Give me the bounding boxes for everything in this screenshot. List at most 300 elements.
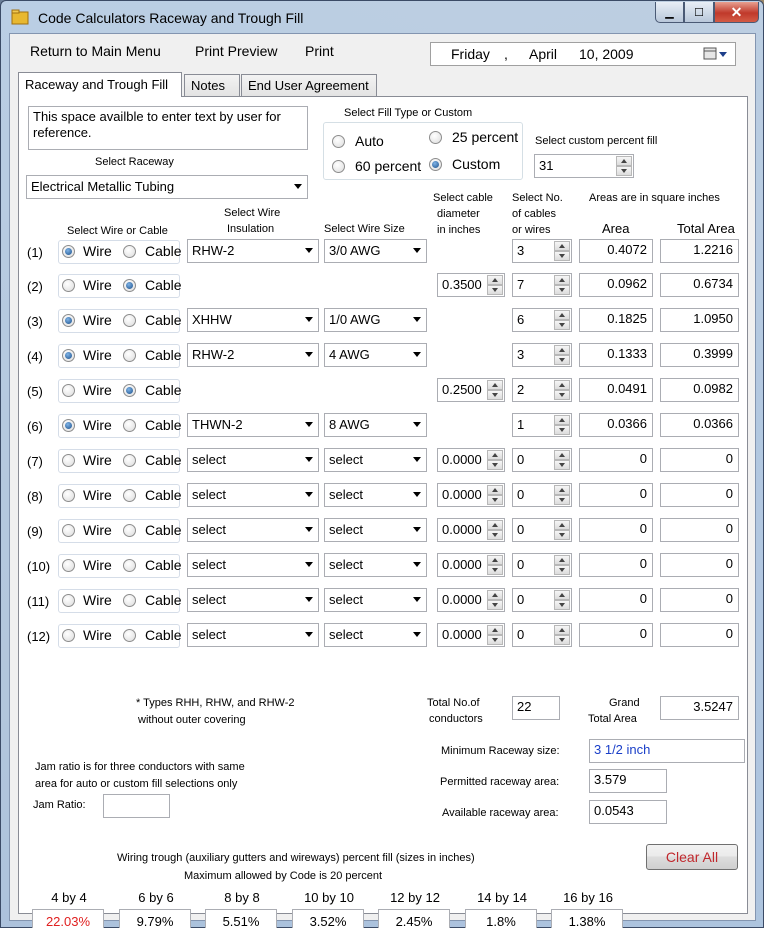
diameter-spinner[interactable]	[437, 553, 505, 577]
diameter-spinner[interactable]	[437, 588, 505, 612]
count-value: 3	[517, 347, 525, 362]
wire-label: Wire	[83, 243, 112, 259]
count-spinner[interactable]	[512, 623, 572, 647]
tab-notes[interactable]: Notes	[184, 74, 240, 96]
count-value: 0	[517, 522, 525, 537]
window-title: Code Calculators Raceway and Trough Fill	[38, 10, 304, 26]
spin-down-icon[interactable]	[554, 460, 570, 470]
row-number: (12)	[27, 629, 51, 644]
app-folder-icon	[11, 9, 29, 25]
trough-size-label: 8 by 8	[224, 890, 260, 905]
insulation-value: THWN-2	[192, 417, 243, 432]
cable-label: Cable	[145, 417, 182, 433]
cable-label: Cable	[145, 243, 182, 259]
area-field[interactable]: 0	[579, 553, 653, 577]
wire-size-value: 3/0 AWG	[329, 243, 381, 258]
count-value: 3	[517, 243, 525, 258]
area-field[interactable]: 0	[579, 588, 653, 612]
menu-bar	[10, 34, 755, 68]
wire-size-value: select	[329, 487, 363, 502]
spin-down-icon[interactable]	[487, 600, 503, 610]
spin-up-icon[interactable]	[554, 555, 570, 565]
chevron-down-icon	[305, 527, 313, 532]
diameter-value: 0.3500	[442, 277, 482, 292]
chevron-down-icon	[413, 632, 421, 637]
wire-size-select[interactable]	[324, 308, 427, 332]
row-number: (7)	[27, 454, 43, 469]
spin-up-icon[interactable]	[616, 156, 632, 166]
total-area-field[interactable]: 0	[660, 448, 739, 472]
spin-up-icon[interactable]	[487, 625, 503, 635]
cable-label: Cable	[145, 592, 182, 608]
insulation-value: RHW-2	[192, 243, 235, 258]
cable-radio[interactable]	[123, 489, 136, 502]
spin-down-icon[interactable]	[487, 495, 503, 505]
menu-print[interactable]: Print	[305, 43, 334, 59]
header-insulation-1: Select Wire	[224, 207, 281, 219]
trough-percent-field[interactable]: 9.79%	[119, 909, 191, 928]
permitted-area-field[interactable]: 3.579	[589, 769, 667, 793]
trough-percent-field[interactable]: 1.8%	[465, 909, 537, 928]
wire-size-select[interactable]	[324, 588, 427, 612]
insulation-select[interactable]	[187, 308, 319, 332]
trough-max-note: Maximum allowed by Code is 20 percent	[184, 870, 383, 882]
wire-radio[interactable]	[62, 594, 75, 607]
wire-radio[interactable]	[62, 559, 75, 572]
header-insulation-2: Insulation	[227, 223, 275, 235]
spin-up-icon[interactable]	[554, 625, 570, 635]
insulation-value: select	[192, 522, 226, 537]
trough-percent-field[interactable]: 2.45%	[378, 909, 450, 928]
spin-up-icon[interactable]	[554, 485, 570, 495]
insulation-value: select	[192, 557, 226, 572]
cable-radio[interactable]	[123, 524, 136, 537]
maximize-button[interactable]	[684, 2, 714, 23]
total-area-field[interactable]: 1.2216	[660, 239, 739, 263]
wire-radio[interactable]	[62, 279, 75, 292]
row-number: (2)	[27, 279, 43, 294]
chevron-down-icon	[413, 597, 421, 602]
spin-down-icon[interactable]	[487, 635, 503, 645]
total-conductors-label-2: conductors	[429, 713, 483, 725]
diameter-value: 0.0000	[442, 557, 482, 572]
maximize-icon: ☐	[694, 6, 704, 19]
total-area-field[interactable]: 0.0982	[660, 378, 739, 402]
spin-up-icon[interactable]	[487, 380, 503, 390]
spin-up-icon[interactable]	[487, 520, 503, 530]
minimize-icon: ▁	[665, 6, 674, 19]
raceway-value: Electrical Metallic Tubing	[31, 179, 175, 194]
row-number: (10)	[27, 559, 51, 574]
cable-radio[interactable]	[123, 245, 136, 258]
trough-size-label: 16 by 16	[563, 890, 613, 905]
wire-label: Wire	[83, 627, 112, 643]
count-value: 6	[517, 312, 525, 327]
spin-up-icon[interactable]	[554, 241, 570, 251]
insulation-select[interactable]	[187, 448, 319, 472]
spin-down-icon[interactable]	[487, 390, 503, 400]
wire-size-select[interactable]	[324, 413, 427, 437]
menu-return-main[interactable]: Return to Main Menu	[30, 43, 161, 59]
cable-radio[interactable]	[123, 559, 136, 572]
custom-fill-spinner[interactable]	[534, 154, 634, 178]
chevron-down-icon	[305, 422, 313, 427]
date-separator: ,	[504, 46, 508, 62]
raceway-label: Select Raceway	[95, 156, 174, 168]
chevron-down-icon	[413, 248, 421, 253]
cable-radio[interactable]	[123, 454, 136, 467]
available-area-field[interactable]: 0.0543	[589, 800, 667, 824]
total-area-field[interactable]: 0	[660, 623, 739, 647]
chevron-down-icon	[305, 457, 313, 462]
wire-size-value: select	[329, 557, 363, 572]
permitted-area-label: Permitted raceway area:	[440, 776, 560, 788]
header-diam-1: Select cable	[433, 192, 493, 204]
chevron-down-icon	[413, 527, 421, 532]
row-number: (3)	[27, 314, 43, 329]
wire-size-select[interactable]	[324, 518, 427, 542]
diameter-value: 0.0000	[442, 522, 482, 537]
spin-down-icon[interactable]	[554, 565, 570, 575]
header-total-area: Total Area	[677, 221, 735, 236]
total-area-field[interactable]: 0	[660, 553, 739, 577]
cable-radio[interactable]	[123, 384, 136, 397]
insulation-value: select	[192, 592, 226, 607]
insulation-select[interactable]	[187, 483, 319, 507]
wire-label: Wire	[83, 347, 112, 363]
spin-down-icon[interactable]	[487, 460, 503, 470]
count-spinner[interactable]	[512, 483, 572, 507]
diameter-spinner[interactable]	[437, 273, 505, 297]
trough-percent-field[interactable]: 1.38%	[551, 909, 623, 928]
minimize-button[interactable]	[655, 2, 684, 23]
custom-fill-value: 31	[539, 158, 554, 173]
chevron-down-icon	[305, 317, 313, 322]
spin-down-icon[interactable]	[554, 251, 570, 261]
area-field[interactable]: 0	[579, 448, 653, 472]
spin-down-icon[interactable]	[554, 355, 570, 365]
diameter-value: 0.0000	[442, 592, 482, 607]
insulation-select[interactable]	[187, 588, 319, 612]
insulation-value: select	[192, 452, 226, 467]
calendar-dropdown-icon[interactable]	[703, 46, 729, 62]
diameter-spinner[interactable]	[437, 518, 505, 542]
wire-label: Wire	[83, 382, 112, 398]
wire-radio[interactable]	[62, 629, 75, 642]
wire-size-value: select	[329, 452, 363, 467]
wire-size-select[interactable]	[324, 553, 427, 577]
spin-up-icon[interactable]	[554, 415, 570, 425]
area-field[interactable]: 0.0366	[579, 413, 653, 437]
cable-radio[interactable]	[123, 419, 136, 432]
chevron-down-icon	[413, 317, 421, 322]
wire-label: Wire	[83, 277, 112, 293]
trough-size-label: 6 by 6	[138, 890, 174, 905]
total-area-field[interactable]: 0	[660, 588, 739, 612]
jam-note-1: Jam ratio is for three conductors with same	[35, 761, 245, 773]
spin-up-icon[interactable]	[487, 590, 503, 600]
cable-label: Cable	[145, 347, 182, 363]
spin-down-icon[interactable]	[554, 320, 570, 330]
spin-down-icon[interactable]	[487, 285, 503, 295]
grand-total-label-1: Grand	[609, 697, 640, 709]
spin-down-icon[interactable]	[487, 565, 503, 575]
cable-label: Cable	[145, 627, 182, 643]
wire-radio[interactable]	[62, 524, 75, 537]
wire-size-select[interactable]	[324, 343, 427, 367]
spin-down-icon[interactable]	[554, 530, 570, 540]
date-daynum: 10, 2009	[579, 46, 634, 62]
spin-up-icon[interactable]	[554, 590, 570, 600]
spin-up-icon[interactable]	[554, 310, 570, 320]
total-area-field[interactable]: 0.6734	[660, 273, 739, 297]
wire-size-value: 8 AWG	[329, 417, 370, 432]
trough-size-label: 14 by 14	[477, 890, 527, 905]
header-wire-or-cable: Select Wire or Cable	[67, 225, 168, 237]
count-spinner[interactable]	[512, 588, 572, 612]
wire-radio[interactable]	[62, 454, 75, 467]
diameter-value: 0.0000	[442, 627, 482, 642]
diameter-spinner[interactable]	[437, 378, 505, 402]
wire-size-value: select	[329, 627, 363, 642]
diameter-value: 0.0000	[442, 452, 482, 467]
area-field[interactable]: 0	[579, 518, 653, 542]
wire-radio[interactable]	[62, 419, 75, 432]
chevron-down-icon	[413, 352, 421, 357]
count-spinner[interactable]	[512, 448, 572, 472]
total-area-field[interactable]: 0.3999	[660, 343, 739, 367]
fill-60-label: 60 percent	[355, 158, 422, 174]
wire-radio[interactable]	[62, 314, 75, 327]
header-diam-2: diameter	[437, 208, 480, 220]
wire-size-value: select	[329, 592, 363, 607]
row-number: (9)	[27, 524, 43, 539]
insulation-select[interactable]	[187, 413, 319, 437]
count-spinner[interactable]	[512, 343, 572, 367]
row-number: (5)	[27, 384, 43, 399]
tab-raceway-trough[interactable]: Raceway and Trough Fill	[18, 72, 182, 97]
row-number: (11)	[27, 594, 50, 609]
spin-down-icon[interactable]	[554, 495, 570, 505]
wire-size-select[interactable]	[324, 623, 427, 647]
header-count-2: of cables	[512, 208, 557, 220]
chevron-down-icon	[305, 562, 313, 567]
header-diam-3: in inches	[437, 224, 481, 236]
jam-note-2: area for auto or custom fill selections only	[35, 778, 238, 790]
wire-radio[interactable]	[62, 489, 75, 502]
chevron-down-icon	[413, 562, 421, 567]
wire-size-select[interactable]	[324, 239, 427, 263]
cable-label: Cable	[145, 312, 182, 328]
spin-down-icon[interactable]	[554, 285, 570, 295]
date-month: April	[529, 46, 558, 62]
trough-percent-field[interactable]: 5.51%	[205, 909, 277, 928]
grand-total-label-2: Total Area	[588, 713, 637, 725]
count-value: 0	[517, 592, 525, 607]
insulation-select[interactable]	[187, 518, 319, 542]
trough-heading: Wiring trough (auxiliary gutters and wireways) percent fill (sizes in inches)	[117, 852, 475, 864]
insulation-select[interactable]	[187, 623, 319, 647]
close-button[interactable]	[714, 2, 759, 23]
count-value: 2	[517, 382, 525, 397]
title-bar[interactable]	[1, 1, 763, 33]
total-conductors-field[interactable]: 22	[512, 696, 560, 720]
cable-label: Cable	[145, 557, 182, 573]
min-raceway-field[interactable]: 3 1/2 inch	[589, 739, 745, 763]
count-value: 1	[517, 417, 525, 432]
row-number: (4)	[27, 349, 43, 364]
wire-radio[interactable]	[62, 384, 75, 397]
jam-ratio-field[interactable]	[103, 794, 170, 818]
spin-up-icon[interactable]	[554, 380, 570, 390]
spin-up-icon[interactable]	[554, 275, 570, 285]
chevron-down-icon	[294, 184, 302, 189]
row-number: (8)	[27, 489, 43, 504]
diameter-value: 0.2500	[442, 382, 482, 397]
cable-radio[interactable]	[123, 314, 136, 327]
footnote-line-1: * Types RHH, RHW, and RHW-2	[136, 697, 295, 709]
spin-up-icon[interactable]	[487, 450, 503, 460]
wire-size-value: select	[329, 522, 363, 537]
total-area-field[interactable]: 0	[660, 483, 739, 507]
spin-up-icon[interactable]	[554, 520, 570, 530]
client-area	[9, 33, 756, 928]
cable-label: Cable	[145, 522, 182, 538]
header-count-1: Select No.	[512, 192, 563, 204]
spin-up-icon[interactable]	[487, 275, 503, 285]
cable-label: Cable	[145, 452, 182, 468]
chevron-down-icon	[305, 492, 313, 497]
cable-radio[interactable]	[123, 349, 136, 362]
trough-size-label: 4 by 4	[51, 890, 87, 905]
date-day: Friday	[451, 46, 490, 62]
insulation-select[interactable]	[187, 343, 319, 367]
spin-down-icon[interactable]	[554, 390, 570, 400]
fill-25-radio[interactable]	[429, 131, 442, 144]
area-field[interactable]: 0.0962	[579, 273, 653, 297]
insulation-value: select	[192, 627, 226, 642]
cable-radio[interactable]	[123, 629, 136, 642]
insulation-value: RHW-2	[192, 347, 235, 362]
raceway-panel	[18, 96, 748, 928]
chevron-down-icon	[305, 597, 313, 602]
chevron-down-icon	[413, 422, 421, 427]
count-value: 0	[517, 557, 525, 572]
diameter-spinner[interactable]	[437, 623, 505, 647]
chevron-down-icon	[413, 492, 421, 497]
count-spinner[interactable]	[512, 413, 572, 437]
cable-label: Cable	[145, 277, 182, 293]
min-raceway-label: Minimum Raceway size:	[441, 745, 560, 757]
chevron-down-icon	[413, 457, 421, 462]
fill-auto-label: Auto	[355, 133, 384, 149]
diameter-value: 0.0000	[442, 487, 482, 502]
chevron-down-icon	[305, 248, 313, 253]
insulation-select[interactable]	[187, 239, 319, 263]
raceway-select[interactable]	[26, 175, 308, 199]
count-spinner[interactable]	[512, 518, 572, 542]
count-spinner[interactable]	[512, 308, 572, 332]
wire-size-select[interactable]	[324, 483, 427, 507]
jam-ratio-label: Jam Ratio:	[33, 799, 86, 811]
diameter-spinner[interactable]	[437, 448, 505, 472]
cable-radio[interactable]	[123, 594, 136, 607]
fill-60-radio[interactable]	[332, 160, 345, 173]
spin-up-icon[interactable]	[554, 345, 570, 355]
header-count-3: or wires	[512, 224, 551, 236]
wire-size-value: 1/0 AWG	[329, 312, 381, 327]
grand-total-field[interactable]: 3.5247	[660, 696, 739, 720]
spin-down-icon[interactable]	[487, 530, 503, 540]
custom-fill-label: Select custom percent fill	[535, 135, 658, 147]
spin-up-icon[interactable]	[487, 485, 503, 495]
trough-percent-field[interactable]: 3.52%	[292, 909, 364, 928]
menu-print-preview[interactable]: Print Preview	[195, 43, 278, 59]
fill-auto-radio[interactable]	[332, 135, 345, 148]
wire-label: Wire	[83, 452, 112, 468]
tab-end-user-agreement[interactable]: End User Agreement	[241, 74, 377, 96]
insulation-value: XHHW	[192, 312, 232, 327]
area-field[interactable]: 0.1333	[579, 343, 653, 367]
area-field[interactable]: 0	[579, 483, 653, 507]
cable-radio[interactable]	[123, 279, 136, 292]
wire-label: Wire	[83, 417, 112, 433]
insulation-value: select	[192, 487, 226, 502]
area-field[interactable]: 0.0491	[579, 378, 653, 402]
insulation-select[interactable]	[187, 553, 319, 577]
date-picker[interactable]	[430, 42, 736, 66]
diameter-spinner[interactable]	[437, 483, 505, 507]
wire-radio[interactable]	[62, 245, 75, 258]
count-spinner[interactable]	[512, 239, 572, 263]
fill-type-heading: Select Fill Type or Custom	[344, 107, 473, 119]
wire-label: Wire	[83, 487, 112, 503]
wire-label: Wire	[83, 522, 112, 538]
cable-label: Cable	[145, 487, 182, 503]
total-area-field[interactable]: 0.0366	[660, 413, 739, 437]
spin-down-icon[interactable]	[616, 166, 632, 176]
footnote-line-2: without outer covering	[138, 714, 246, 726]
clear-all-button[interactable]: Clear All	[646, 844, 738, 870]
chevron-down-icon	[305, 352, 313, 357]
count-value: 7	[517, 277, 525, 292]
fill-custom-radio[interactable]	[429, 158, 442, 171]
header-area: Area	[602, 221, 630, 236]
area-field[interactable]: 0	[579, 623, 653, 647]
count-spinner[interactable]	[512, 273, 572, 297]
spin-down-icon[interactable]	[554, 600, 570, 610]
available-area-label: Available raceway area:	[442, 807, 559, 819]
trough-percent-field[interactable]: 22.03%	[32, 909, 104, 928]
count-spinner[interactable]	[512, 553, 572, 577]
notes-textarea[interactable]: This space availble to enter text by user for reference.	[28, 106, 308, 150]
area-field[interactable]: 0.1825	[579, 308, 653, 332]
spin-up-icon[interactable]	[487, 555, 503, 565]
total-area-field[interactable]: 0	[660, 518, 739, 542]
spin-down-icon[interactable]	[554, 635, 570, 645]
count-value: 0	[517, 452, 525, 467]
spin-up-icon[interactable]	[554, 450, 570, 460]
wire-size-select[interactable]	[324, 448, 427, 472]
wire-label: Wire	[83, 592, 112, 608]
total-area-field[interactable]: 1.0950	[660, 308, 739, 332]
wire-radio[interactable]	[62, 349, 75, 362]
spin-down-icon[interactable]	[554, 425, 570, 435]
area-field[interactable]: 0.4072	[579, 239, 653, 263]
count-spinner[interactable]	[512, 378, 572, 402]
close-icon: ✕	[730, 3, 743, 20]
cable-label: Cable	[145, 382, 182, 398]
